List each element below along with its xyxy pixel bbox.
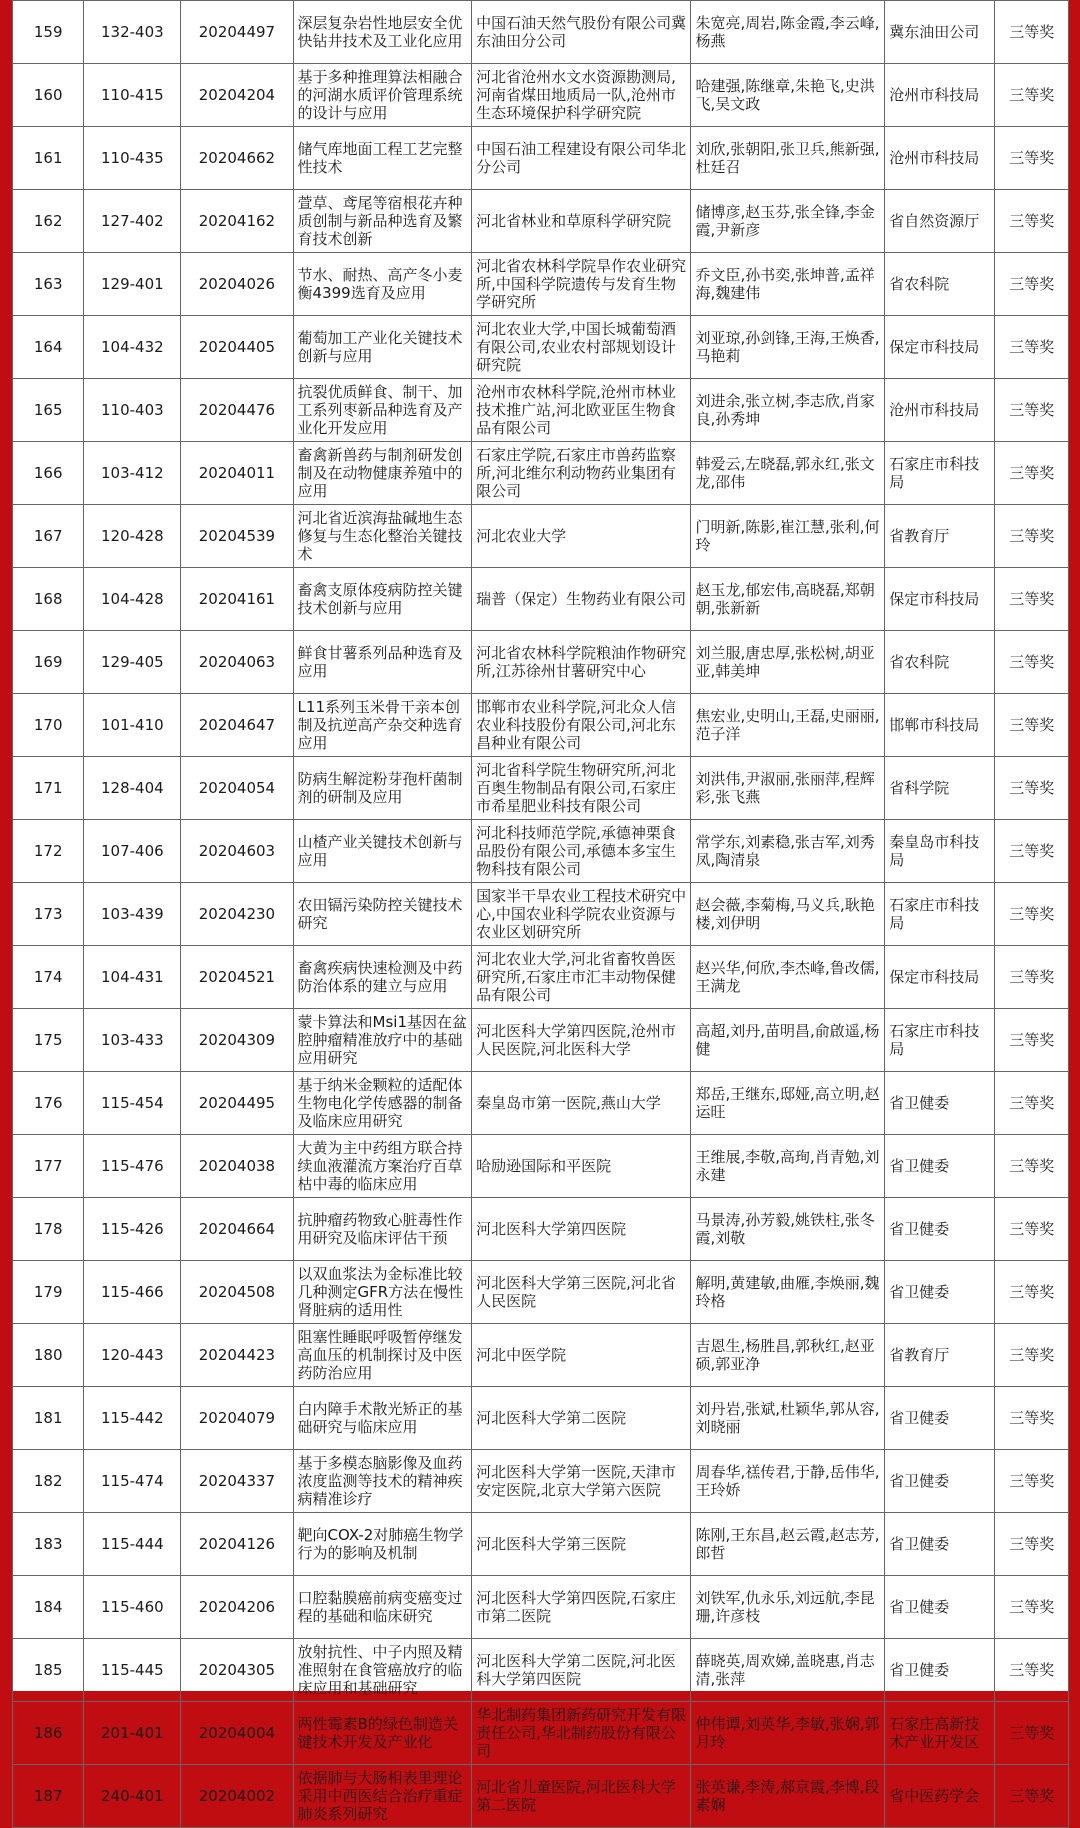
cell-project-id: 20204054 (181, 757, 293, 820)
cell-nominating-unit: 省教育厅 (885, 505, 995, 568)
cell-completing-persons: 朱宽亮,周岩,陈金霞,李云峰,杨燕 (691, 1, 885, 64)
table-row (13, 1765, 1069, 1828)
cell-category-code: 115-466 (84, 1261, 181, 1324)
cell-project-name: 依据肺与大肠相表里理论采用中西医结合治疗重症肺炎系列研究 (293, 1765, 472, 1828)
cell-nominating-unit: 省农科院 (885, 631, 995, 694)
cell-project-name: 两性霉素B的绿色制造关键技术开发及产业化 (293, 1702, 472, 1765)
cell-nominating-unit: 省卫健委 (885, 1513, 995, 1576)
cell-serial-no: 176 (13, 1072, 84, 1135)
cell-nominating-unit: 石家庄市科技局 (885, 442, 995, 505)
table-row (13, 379, 1069, 442)
cell-serial-no: 169 (13, 631, 84, 694)
cell-project-name: 基于多种推理算法相融合的河湖水质评价管理系统的设计与应用 (293, 64, 472, 127)
cell-nominating-unit: 省卫健委 (885, 1135, 995, 1198)
cell-completing-units: 河北中医学院 (472, 1324, 691, 1387)
cell-project-name: 大黄为主中药组方联合持续血液灌流方案治疗百草枯中毒的临床应用 (293, 1135, 472, 1198)
cell-project-id: 20204603 (181, 820, 293, 883)
awards-table (12, 0, 1069, 1828)
table-row (13, 442, 1069, 505)
cell-serial-no: 159 (13, 1, 84, 64)
cell-serial-no: 171 (13, 757, 84, 820)
cell-award-level: 三等奖 (995, 820, 1069, 883)
cell-award-level: 三等奖 (995, 1513, 1069, 1576)
cell-award-level: 三等奖 (995, 379, 1069, 442)
cell-award-level: 三等奖 (995, 1198, 1069, 1261)
table-row (13, 1639, 1069, 1702)
cell-completing-persons: 刘欣,张朝阳,张卫兵,熊新强,杜廷召 (691, 127, 885, 190)
cell-serial-no: 181 (13, 1387, 84, 1450)
cell-completing-persons: 哈建强,陈继章,朱艳飞,史洪飞,吴文政 (691, 64, 885, 127)
cell-nominating-unit: 邯郸市科技局 (885, 694, 995, 757)
cell-category-code: 103-433 (84, 1009, 181, 1072)
cell-category-code: 115-476 (84, 1135, 181, 1198)
cell-award-level: 三等奖 (995, 253, 1069, 316)
cell-completing-persons: 乔文臣,孙书奕,张坤普,孟祥海,魏建伟 (691, 253, 885, 316)
cell-completing-persons: 吉恩生,杨胜昌,郭秋红,赵亚硕,郭亚净 (691, 1324, 885, 1387)
cell-completing-persons: 储博彦,赵玉芬,张全锋,李金霞,尹新彦 (691, 190, 885, 253)
cell-serial-no: 168 (13, 568, 84, 631)
cell-project-id: 20204026 (181, 253, 293, 316)
cell-nominating-unit: 石家庄高新技术产业开发区 (885, 1702, 995, 1765)
cell-completing-persons: 刘进余,张立树,李志欣,肖家良,孙秀坤 (691, 379, 885, 442)
cell-category-code: 127-402 (84, 190, 181, 253)
cell-serial-no: 162 (13, 190, 84, 253)
cell-nominating-unit: 省农科院 (885, 253, 995, 316)
cell-completing-persons: 刘洪伟,尹淑丽,张丽萍,程辉彩,张飞燕 (691, 757, 885, 820)
cell-completing-persons: 韩爱云,左晓磊,郭永红,张文龙,邵伟 (691, 442, 885, 505)
cell-award-level: 三等奖 (995, 1450, 1069, 1513)
cell-nominating-unit: 保定市科技局 (885, 316, 995, 379)
cell-project-name: 山楂产业关键技术创新与应用 (293, 820, 472, 883)
cell-award-level: 三等奖 (995, 64, 1069, 127)
cell-category-code: 104-428 (84, 568, 181, 631)
cell-project-id: 20204011 (181, 442, 293, 505)
cell-completing-persons: 门明新,陈影,崔江慧,张利,何玲 (691, 505, 885, 568)
cell-project-id: 20204309 (181, 1009, 293, 1072)
cell-award-level: 三等奖 (995, 568, 1069, 631)
cell-project-id: 20204230 (181, 883, 293, 946)
cell-category-code: 128-404 (84, 757, 181, 820)
cell-project-id: 20204476 (181, 379, 293, 442)
cell-category-code: 115-442 (84, 1387, 181, 1450)
cell-completing-units: 河北省农林科学院旱作农业研究所,中国科学院遗传与发育生物学研究所 (472, 253, 691, 316)
cell-completing-units: 河北医科大学第二医院 (472, 1387, 691, 1450)
table-row (13, 64, 1069, 127)
cell-completing-units: 河北省林业和草原科学研究院 (472, 190, 691, 253)
cell-completing-persons: 刘兰服,唐忠厚,张松树,胡亚亚,韩美坤 (691, 631, 885, 694)
cell-category-code: 103-412 (84, 442, 181, 505)
cell-project-name: 农田镉污染防控关键技术研究 (293, 883, 472, 946)
cell-serial-no: 178 (13, 1198, 84, 1261)
cell-serial-no: 161 (13, 127, 84, 190)
cell-project-name: 基于多模态脑影像及血药浓度监测等技术的精神疾病精准诊疗 (293, 1450, 472, 1513)
cell-award-level: 三等奖 (995, 1387, 1069, 1450)
cell-award-level: 三等奖 (995, 694, 1069, 757)
table-row (13, 1513, 1069, 1576)
cell-nominating-unit: 省中医药学会 (885, 1765, 995, 1828)
cell-category-code: 104-432 (84, 316, 181, 379)
cell-award-level: 三等奖 (995, 1072, 1069, 1135)
cell-serial-no: 183 (13, 1513, 84, 1576)
cell-completing-units: 河北医科大学第四医院,沧州市人民医院,河北医科大学 (472, 1009, 691, 1072)
cell-nominating-unit: 沧州市科技局 (885, 64, 995, 127)
cell-serial-no: 173 (13, 883, 84, 946)
table-row (13, 631, 1069, 694)
cell-completing-units: 河北省科学院生物研究所,河北百奥生物制品有限公司,石家庄市希星肥业科技有限公司 (472, 757, 691, 820)
cell-award-level: 三等奖 (995, 1009, 1069, 1072)
cell-project-name: 口腔黏膜癌前病变癌变过程的基础和临床研究 (293, 1576, 472, 1639)
table-row (13, 253, 1069, 316)
cell-award-level: 三等奖 (995, 1, 1069, 64)
cell-completing-units: 河北医科大学第四医院 (472, 1198, 691, 1261)
cell-nominating-unit: 省卫健委 (885, 1198, 995, 1261)
cell-category-code: 201-401 (84, 1702, 181, 1765)
cell-completing-units: 邯郸市农业科学院,河北众人信农业科技股份有限公司,河北东昌种业有限公司 (472, 694, 691, 757)
cell-award-level: 三等奖 (995, 1576, 1069, 1639)
cell-completing-persons: 刘丹岩,张斌,杜颖华,郭从容,刘晓丽 (691, 1387, 885, 1450)
cell-project-name: 防病生解淀粉芽孢杆菌制剂的研制及应用 (293, 757, 472, 820)
cell-project-name: 畜禽新兽药与制剂研发创制及在动物健康养殖中的应用 (293, 442, 472, 505)
cell-project-id: 20204539 (181, 505, 293, 568)
cell-award-level: 三等奖 (995, 757, 1069, 820)
cell-completing-units: 秦皇岛市第一医院,燕山大学 (472, 1072, 691, 1135)
cell-category-code: 110-435 (84, 127, 181, 190)
table-row (13, 505, 1069, 568)
cell-category-code: 129-405 (84, 631, 181, 694)
cell-award-level: 三等奖 (995, 631, 1069, 694)
cell-completing-units: 河北医科大学第三医院,河北省人民医院 (472, 1261, 691, 1324)
cell-project-name: 抗肿瘤药物致心脏毒性作用研究及临床评估干预 (293, 1198, 472, 1261)
cell-award-level: 三等奖 (995, 442, 1069, 505)
cell-completing-persons: 仲伟谭,刘英华,李敏,张娴,郭月玲 (691, 1702, 885, 1765)
cell-award-level: 三等奖 (995, 1261, 1069, 1324)
table-row (13, 1450, 1069, 1513)
cell-project-name: 深层复杂岩性地层安全优快钻井技术及工业化应用 (293, 1, 472, 64)
cell-completing-persons: 薛晓英,周欢娣,盖晓惠,肖志清,张萍 (691, 1639, 885, 1702)
cell-project-name: 基于纳米金颗粒的适配体生物电化学传感器的制备及临床应用研究 (293, 1072, 472, 1135)
cell-serial-no: 164 (13, 316, 84, 379)
cell-completing-units: 河北省沧州水文水资源勘测局,河南省煤田地质局一队,沧州市生态环境保护科学研究院 (472, 64, 691, 127)
cell-nominating-unit: 省卫健委 (885, 1072, 995, 1135)
table-row (13, 127, 1069, 190)
cell-category-code: 132-403 (84, 1, 181, 64)
cell-nominating-unit: 省科学院 (885, 757, 995, 820)
cell-project-name: 蒙卡算法和Msi1基因在盆腔肿瘤精准放疗中的基础应用研究 (293, 1009, 472, 1072)
cell-completing-persons: 赵玉龙,郁宏伟,高晓磊,郑朝朝,张新新 (691, 568, 885, 631)
cell-category-code: 115-460 (84, 1576, 181, 1639)
cell-completing-persons: 常学东,刘素稳,张吉军,刘秀凤,陶清泉 (691, 820, 885, 883)
cell-nominating-unit: 保定市科技局 (885, 946, 995, 1009)
cell-nominating-unit: 石家庄市科技局 (885, 883, 995, 946)
cell-award-level: 三等奖 (995, 1702, 1069, 1765)
table-row (13, 1261, 1069, 1324)
cell-project-name: 鲜食甘薯系列品种选育及应用 (293, 631, 472, 694)
cell-nominating-unit: 省自然资源厅 (885, 190, 995, 253)
cell-project-id: 20204004 (181, 1702, 293, 1765)
cell-project-name: 放射抗性、中子内照及精准照射在食管癌放疗的临床应用和基础研究 (293, 1639, 472, 1702)
cell-nominating-unit: 保定市科技局 (885, 568, 995, 631)
cell-serial-no: 177 (13, 1135, 84, 1198)
cell-completing-units: 国家半干旱农业工程技术研究中心,中国农业科学院农业资源与农业区划研究所 (472, 883, 691, 946)
cell-completing-units: 河北医科大学第三医院 (472, 1513, 691, 1576)
cell-serial-no: 187 (13, 1765, 84, 1828)
cell-award-level: 三等奖 (995, 946, 1069, 1009)
cell-serial-no: 170 (13, 694, 84, 757)
cell-category-code: 240-401 (84, 1765, 181, 1828)
cell-project-name: 萱草、鸢尾等宿根花卉种质创制与新品种选育及繁育技术创新 (293, 190, 472, 253)
cell-nominating-unit: 省卫健委 (885, 1261, 995, 1324)
table-row (13, 1387, 1069, 1450)
cell-category-code: 101-410 (84, 694, 181, 757)
cell-award-level: 三等奖 (995, 316, 1069, 379)
cell-completing-units: 沧州市农林科学院,沧州市林业技术推广站,河北欧亚匡生物食品有限公司 (472, 379, 691, 442)
cell-completing-persons: 郑岳,王继东,邸娅,高立明,赵运旺 (691, 1072, 885, 1135)
table-row (13, 1, 1069, 64)
table-row (13, 1135, 1069, 1198)
cell-completing-persons: 刘铁军,仇永乐,刘远航,李昆珊,许彦枝 (691, 1576, 885, 1639)
cell-project-name: 白内障手术散光矫正的基础研究与临床应用 (293, 1387, 472, 1450)
table-row (13, 946, 1069, 1009)
cell-project-id: 20204497 (181, 1, 293, 64)
table-row (13, 190, 1069, 253)
cell-completing-units: 华北制药集团新药研究开发有限责任公司,华北制药股份有限公司 (472, 1702, 691, 1765)
cell-project-name: 畜禽疾病快速检测及中药防治体系的建立与应用 (293, 946, 472, 1009)
cell-category-code: 115-454 (84, 1072, 181, 1135)
cell-serial-no: 180 (13, 1324, 84, 1387)
cell-completing-units: 河北农业大学,河北省畜牧兽医研究所,石家庄市汇丰动物保健品有限公司 (472, 946, 691, 1009)
cell-award-level: 三等奖 (995, 127, 1069, 190)
cell-project-name: 节水、耐热、高产冬小麦衡4399选育及应用 (293, 253, 472, 316)
cell-completing-units: 哈励逊国际和平医院 (472, 1135, 691, 1198)
cell-completing-units: 中国石油天然气股份有限公司冀东油田分公司 (472, 1, 691, 64)
cell-project-id: 20204508 (181, 1261, 293, 1324)
cell-project-id: 20204038 (181, 1135, 293, 1198)
cell-serial-no: 163 (13, 253, 84, 316)
cell-completing-persons: 张英谦,李涛,郝京霞,李博,段素娴 (691, 1765, 885, 1828)
cell-completing-persons: 周春华,禚传君,于静,岳伟华,王玲娇 (691, 1450, 885, 1513)
cell-serial-no: 174 (13, 946, 84, 1009)
cell-project-name: 以双血浆法为金标准比较几种测定GFR方法在慢性肾脏病的适用性 (293, 1261, 472, 1324)
cell-project-id: 20204079 (181, 1387, 293, 1450)
cell-project-id: 20204204 (181, 64, 293, 127)
cell-category-code: 129-401 (84, 253, 181, 316)
table-row (13, 1702, 1069, 1765)
cell-serial-no: 160 (13, 64, 84, 127)
cell-completing-units: 石家庄学院,石家庄市兽药监察所,河北维尔利动物药业集团有限公司 (472, 442, 691, 505)
cell-completing-persons: 陈刚,王东昌,赵云霞,赵志芳,郎哲 (691, 1513, 885, 1576)
cell-serial-no: 175 (13, 1009, 84, 1072)
cell-award-level: 三等奖 (995, 505, 1069, 568)
cell-serial-no: 182 (13, 1450, 84, 1513)
cell-project-id: 20204664 (181, 1198, 293, 1261)
cell-completing-units: 河北省儿童医院,河北医科大学第二医院 (472, 1765, 691, 1828)
table-row (13, 757, 1069, 820)
cell-project-name: 抗裂优质鲜食、制干、加工系列枣新品种选育及产业化开发应用 (293, 379, 472, 442)
table-row (13, 1198, 1069, 1261)
cell-completing-persons: 马景涛,孙芳毅,姚铁柱,张冬霞,刘敬 (691, 1198, 885, 1261)
cell-category-code: 115-444 (84, 1513, 181, 1576)
cell-project-id: 20204162 (181, 190, 293, 253)
cell-completing-units: 河北医科大学第四医院,石家庄市第二医院 (472, 1576, 691, 1639)
cell-nominating-unit: 省卫健委 (885, 1576, 995, 1639)
cell-completing-units: 河北医科大学第二医院,河北医科大学第四医院 (472, 1639, 691, 1702)
cell-serial-no: 185 (13, 1639, 84, 1702)
table-row (13, 1072, 1069, 1135)
cell-nominating-unit: 冀东油田公司 (885, 1, 995, 64)
table-row (13, 1009, 1069, 1072)
cell-completing-units: 河北省农林科学院粮油作物研究所,江苏徐州甘薯研究中心 (472, 631, 691, 694)
table-row (13, 568, 1069, 631)
cell-award-level: 三等奖 (995, 190, 1069, 253)
cell-category-code: 115-474 (84, 1450, 181, 1513)
cell-completing-units: 河北科技师范学院,承德神栗食品股份有限公司,承德本多宝生物科技有限公司 (472, 820, 691, 883)
cell-serial-no: 186 (13, 1702, 84, 1765)
cell-project-id: 20204662 (181, 127, 293, 190)
cell-project-id: 20204002 (181, 1765, 293, 1828)
cell-nominating-unit: 省卫健委 (885, 1450, 995, 1513)
cell-completing-persons: 赵兴华,何欣,李杰峰,鲁改儒,王满龙 (691, 946, 885, 1009)
cell-nominating-unit: 省卫健委 (885, 1639, 995, 1702)
cell-project-id: 20204495 (181, 1072, 293, 1135)
cell-completing-units: 中国石油工程建设有限公司华北分公司 (472, 127, 691, 190)
cell-award-level: 三等奖 (995, 1765, 1069, 1828)
cell-category-code: 110-415 (84, 64, 181, 127)
cell-nominating-unit: 省教育厅 (885, 1324, 995, 1387)
cell-nominating-unit: 省卫健委 (885, 1387, 995, 1450)
table-row (13, 1576, 1069, 1639)
cell-award-level: 三等奖 (995, 1324, 1069, 1387)
cell-completing-persons: 赵会薇,李菊梅,马义兵,耿艳楼,刘伊明 (691, 883, 885, 946)
cell-project-id: 20204423 (181, 1324, 293, 1387)
cell-category-code: 120-428 (84, 505, 181, 568)
cell-nominating-unit: 沧州市科技局 (885, 127, 995, 190)
cell-completing-persons: 高超,刘丹,苗明昌,俞啟遥,杨健 (691, 1009, 885, 1072)
cell-project-id: 20204337 (181, 1450, 293, 1513)
cell-serial-no: 165 (13, 379, 84, 442)
cell-category-code: 103-439 (84, 883, 181, 946)
table-row (13, 694, 1069, 757)
cell-project-name: 畜禽支原体疫病防控关键技术创新与应用 (293, 568, 472, 631)
cell-project-id: 20204126 (181, 1513, 293, 1576)
cell-completing-units: 瑞普（保定）生物药业有限公司 (472, 568, 691, 631)
cell-serial-no: 172 (13, 820, 84, 883)
cell-project-name: L11系列玉米骨干亲本创制及抗逆高产杂交种选育应用 (293, 694, 472, 757)
cell-completing-persons: 王维展,李敬,高珣,肖青勉,刘永建 (691, 1135, 885, 1198)
cell-nominating-unit: 沧州市科技局 (885, 379, 995, 442)
cell-completing-units: 河北医科大学第一医院,天津市安定医院,北京大学第六医院 (472, 1450, 691, 1513)
cell-award-level: 三等奖 (995, 883, 1069, 946)
cell-completing-persons: 焦宏业,史明山,王磊,史丽丽,范子洋 (691, 694, 885, 757)
cell-completing-units: 河北农业大学 (472, 505, 691, 568)
table-frame (12, 0, 1069, 1691)
cell-category-code: 115-426 (84, 1198, 181, 1261)
cell-award-level: 三等奖 (995, 1135, 1069, 1198)
cell-serial-no: 184 (13, 1576, 84, 1639)
cell-serial-no: 167 (13, 505, 84, 568)
cell-project-name: 河北省近滨海盐碱地生态修复与生态化整治关键技术 (293, 505, 472, 568)
table-row (13, 1324, 1069, 1387)
cell-completing-persons: 解明,黄建敏,曲雁,李焕丽,魏玲格 (691, 1261, 885, 1324)
cell-category-code: 120-443 (84, 1324, 181, 1387)
table-row (13, 820, 1069, 883)
cell-project-id: 20204521 (181, 946, 293, 1009)
cell-serial-no: 179 (13, 1261, 84, 1324)
cell-category-code: 110-403 (84, 379, 181, 442)
cell-project-id: 20204305 (181, 1639, 293, 1702)
cell-project-name: 储气库地面工程工艺完整性技术 (293, 127, 472, 190)
cell-completing-persons: 刘亚琼,孙剑锋,王海,王焕香,马艳莉 (691, 316, 885, 379)
cell-project-id: 20204063 (181, 631, 293, 694)
cell-award-level: 三等奖 (995, 1639, 1069, 1702)
cell-project-id: 20204206 (181, 1576, 293, 1639)
cell-project-id: 20204161 (181, 568, 293, 631)
cell-project-id: 20204405 (181, 316, 293, 379)
cell-project-name: 葡萄加工产业化关键技术创新与应用 (293, 316, 472, 379)
cell-nominating-unit: 秦皇岛市科技局 (885, 820, 995, 883)
table-row (13, 883, 1069, 946)
table-row (13, 316, 1069, 379)
cell-nominating-unit: 石家庄市科技局 (885, 1009, 995, 1072)
cell-category-code: 107-406 (84, 820, 181, 883)
cell-completing-units: 河北农业大学,中国长城葡萄酒有限公司,农业农村部规划设计研究院 (472, 316, 691, 379)
cell-serial-no: 166 (13, 442, 84, 505)
cell-project-name: 阻塞性睡眠呼吸暂停继发高血压的机制探讨及中医药防治应用 (293, 1324, 472, 1387)
cell-category-code: 104-431 (84, 946, 181, 1009)
cell-project-name: 靶向COX-2对肺癌生物学行为的影响及机制 (293, 1513, 472, 1576)
cell-category-code: 115-445 (84, 1639, 181, 1702)
cell-project-id: 20204647 (181, 694, 293, 757)
